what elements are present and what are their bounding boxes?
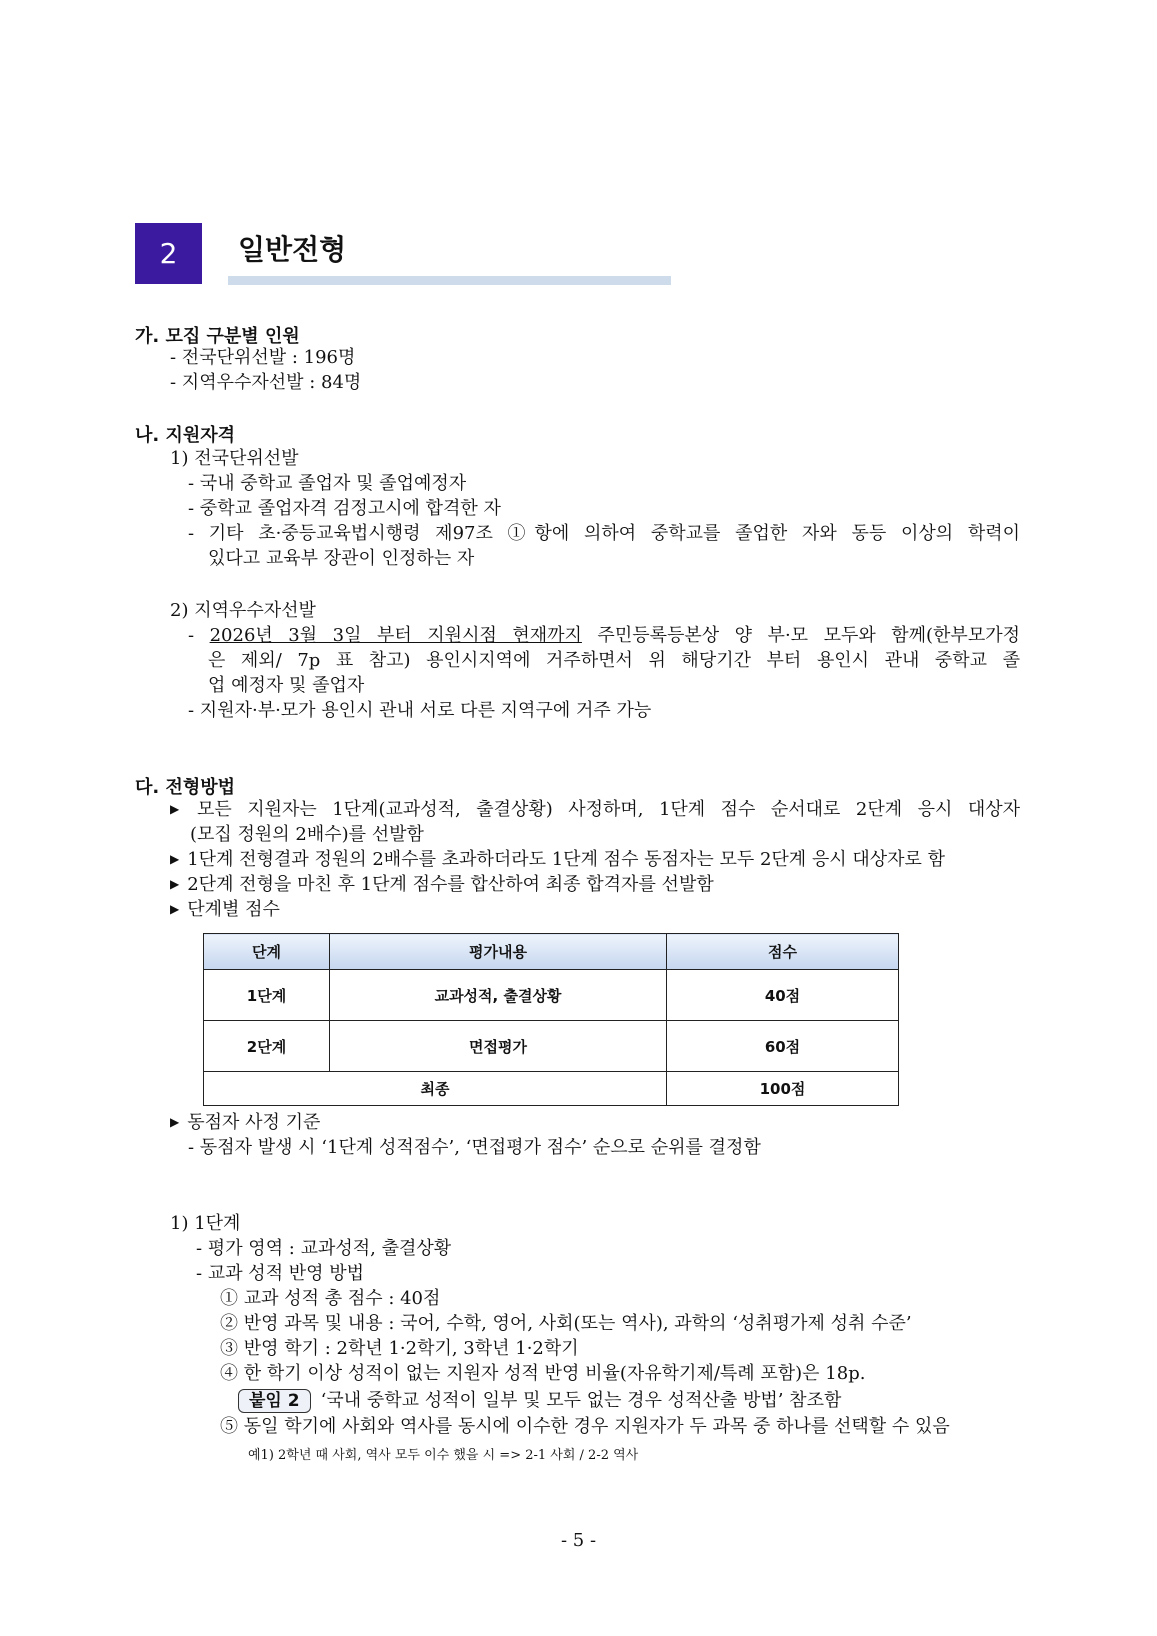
da-bullet-1-cont: (모집 정원의 2배수)를 선발함 <box>190 824 424 845</box>
ga-item-2: - 지역우수자선발 : 84명 <box>170 372 362 393</box>
step1-example: 예1) 2학년 때 사회, 역사 모두 이수 했을 시 => 2-1 사회 / 2-2 역사 <box>248 1448 639 1463</box>
table-cell: 교과성적, 출결상황 <box>330 970 667 1021</box>
da-bullet-2: ▶ 1단계 전형결과 정원의 2배수를 초과하더라도 1단계 점수 동점자는 모두 2단계 응시 대상자로 함 <box>170 849 946 870</box>
triangle-bullet-icon: ▶ <box>170 802 189 816</box>
na-sub1-item-3-cont: 있다고 교육부 장관이 인정하는 자 <box>208 548 475 569</box>
step1-numbered-3: ③ 반영 학기 : 2학년 1·2학기, 3학년 1·2학기 <box>220 1338 579 1359</box>
table-header: 단계 <box>204 934 330 970</box>
table-cell: 면접평가 <box>330 1021 667 1072</box>
triangle-bullet-icon: ▶ <box>170 1115 180 1129</box>
table-header: 평가내용 <box>330 934 667 970</box>
step1-numbered-2: ② 반영 과목 및 내용 : 국어, 수학, 영어, 사회(또는 역사), 과학의 ‘성취평가제 성취 수준’ <box>220 1313 912 1334</box>
table-row <box>204 1021 899 1072</box>
section-title: 일반전형 <box>238 233 347 266</box>
ga-item-1: - 전국단위선발 : 196명 <box>170 347 356 368</box>
heading-ga: 가. 모집 구분별 인원 <box>135 326 300 347</box>
tie-rule-title: ▶ 동점자 사정 기준 <box>170 1112 321 1133</box>
table-cell: 1단계 <box>204 970 330 1021</box>
heading-da: 다. 전형방법 <box>135 777 236 798</box>
na-sub2-title: 2) 지역우수자선발 <box>170 600 316 621</box>
na-sub2-item-2: - 지원자·부·모가 용인시 관내 서로 다른 지역구에 거주 가능 <box>188 700 652 721</box>
step1-item-1: - 평가 영역 : 교과성적, 출결상황 <box>196 1238 452 1259</box>
triangle-bullet-icon: ▶ <box>170 877 180 891</box>
table-cell: 100점 <box>667 1072 899 1106</box>
step1-title: 1) 1단계 <box>170 1213 241 1234</box>
residence-period-underlined: 2026년 3월 3일 부터 지원시점 현재까지 <box>209 625 582 646</box>
na-sub1-title: 1) 전국단위선발 <box>170 448 299 469</box>
section-number: 2 <box>135 223 202 284</box>
table-row <box>204 970 899 1021</box>
triangle-bullet-icon: ▶ <box>170 902 180 916</box>
table-final-row <box>204 1072 899 1106</box>
table-cell: 60점 <box>667 1021 899 1072</box>
page-number: - 5 - <box>560 1530 597 1551</box>
appendix-tag: 붙임 2 <box>238 1389 311 1413</box>
tie-rule-text: - 동점자 발생 시 ‘1단계 성적점수’, ‘면접평가 점수’ 순으로 순위를 결정함 <box>188 1137 761 1158</box>
na-sub1-item-1: - 국내 중학교 졸업자 및 졸업예정자 <box>188 473 467 494</box>
step1-numbered-4: ④ 한 학기 이상 성적이 없는 지원자 성적 반영 비율(자유학기제/특례 포함)은 18p. <box>220 1363 866 1384</box>
da-bullet-1: ▶ 모든 지원자는 1단계(교과성적, 출결상황) 사정하며, 1단계 점수 순서대로 2단계 응시 대상자 <box>170 799 1020 820</box>
table-header-row <box>204 934 899 970</box>
step1-item-2: - 교과 성적 반영 방법 <box>196 1263 365 1284</box>
triangle-bullet-icon: ▶ <box>170 852 180 866</box>
da-bullet-4: ▶ 단계별 점수 <box>170 899 280 920</box>
na-sub2-item-1-line3: 업 예정자 및 졸업자 <box>208 675 365 696</box>
step1-numbered-5: ⑤ 동일 학기에 사회와 역사를 동시에 이수한 경우 지원자가 두 과목 중 하나를 선택할 수 있음 <box>220 1416 950 1437</box>
step1-numbered-1: ① 교과 성적 총 점수 : 40점 <box>220 1288 441 1309</box>
heading-na: 나. 지원자격 <box>135 425 236 446</box>
table-cell: 2단계 <box>204 1021 330 1072</box>
na-sub1-item-3: - 기타 초·중등교육법시행령 제97조 ①항에 의하여 중학교를 졸업한 자와 동등 이상의 학력이 <box>188 523 1020 544</box>
score-table <box>203 933 899 1106</box>
appendix-reference: 붙임 2 ‘국내 중학교 성적이 일부 및 모두 없는 경우 성적산출 방법’ 참조함 <box>238 1388 841 1414</box>
table-cell: 40점 <box>667 970 899 1021</box>
na-sub2-item-1: - 2026년 3월 3일 부터 지원시점 현재까지 주민등록등본상 양 부·모 모두와 함께(한부모가정 <box>188 625 1020 646</box>
table-cell: 최종 <box>204 1072 667 1106</box>
da-bullet-3: ▶ 2단계 전형을 마친 후 1단계 점수를 합산하여 최종 합격자를 선발함 <box>170 874 714 895</box>
table-header: 점수 <box>667 934 899 970</box>
title-underline-bar <box>228 276 671 285</box>
na-sub2-item-1-line2: 은 제외/ 7p 표 참고) 용인시지역에 거주하면서 위 해당기간 부터 용인시 관내 중학교 졸 <box>208 650 1020 671</box>
na-sub1-item-2: - 중학교 졸업자격 검정고시에 합격한 자 <box>188 498 501 519</box>
